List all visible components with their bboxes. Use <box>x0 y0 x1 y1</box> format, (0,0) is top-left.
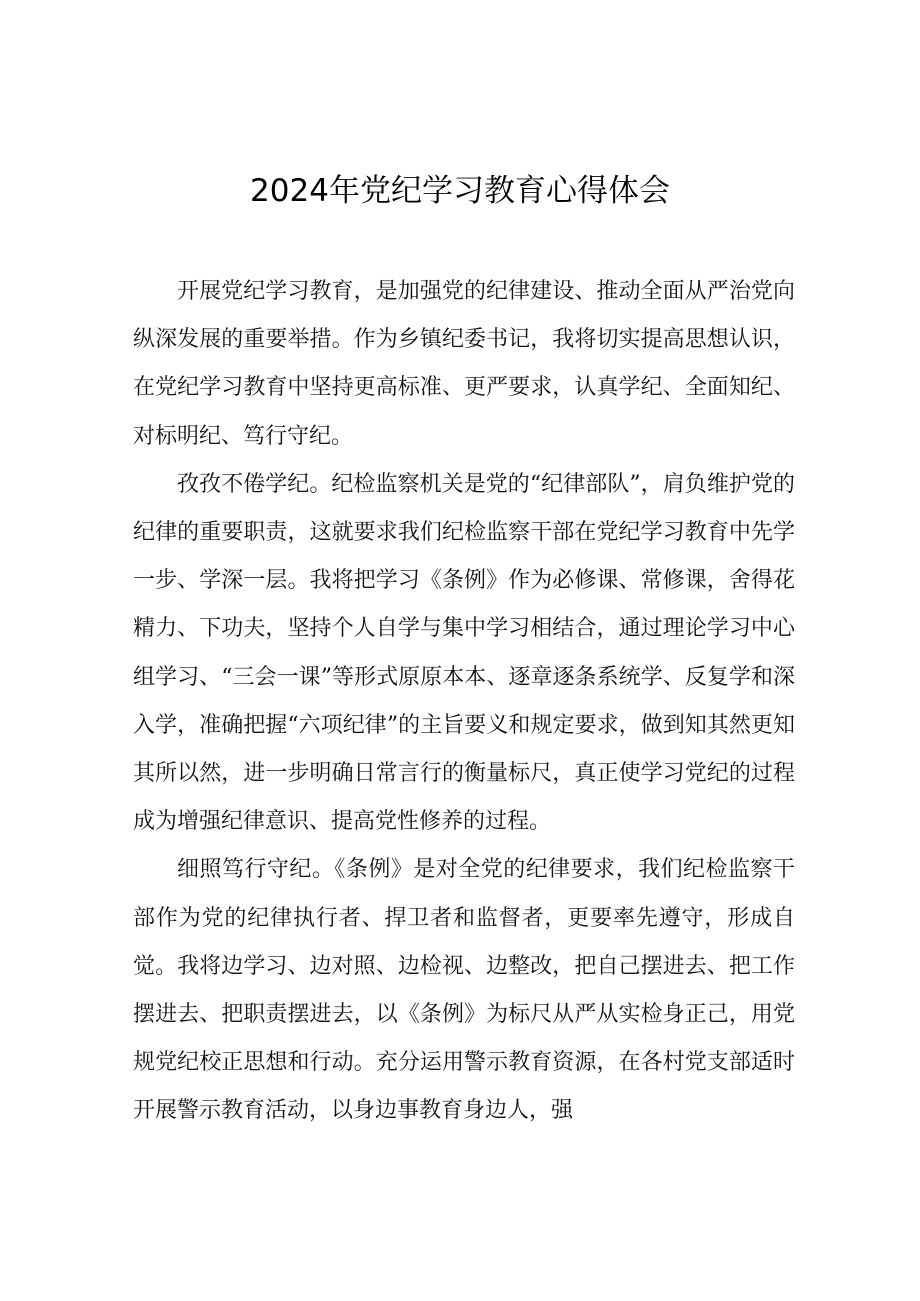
paragraph-intro: 开展党纪学习教育，是加强党的纪律建设、推动全面从严治党向纵深发展的重要举措。作为乡镇纪委书记，我将切实提高思想认识，在党纪学习教育中坚持更高标准、更严要求，认真学纪、全面知纪、对标明纪、笃行守纪。 <box>133 279 795 449</box>
paragraph-practice: 细照笃行守纪。《条例》是对全党的纪律要求，我们纪检监察干部作为党的纪律执行者、捍卫者和监督者，更要率先遵守，形成自觉。我将边学习、边对照、边检视、边整改，把自己摆进去、把工作摆进去、把职责摆进去，以《条例》为标尺从严从实检身正己，用党规党纪校正思想和行动。充分运用警示教育资源，在各村党支部适时开展警示教育活动，以身边事教育身边人，强 <box>133 857 795 1124</box>
document-title: 2024年党纪学习教育心得体会 <box>250 173 670 209</box>
document-body <box>133 268 795 1136</box>
paragraph-study: 孜孜不倦学纪。纪检监察机关是党的“纪律部队”，肩负维护党的纪律的重要职责，这就要求我们纪检监察干部在党纪学习教育中先学一步、学深一层。我将把学习《条例》作为必修课、常修课，舍得花精力、下功夫，坚持个人自学与集中学习相结合，通过理论学习中心组学习、“三会一课”等形式原原本本、逐章逐条系统学、反复学和深入学，准确把握“六项纪律”的主旨要义和规定要求，做到知其然更知其所以然，进一步明确日常言行的衡量标尺，真正使学习党纪的过程成为增强纪律意识、提高党性修养的过程。 <box>133 471 795 835</box>
